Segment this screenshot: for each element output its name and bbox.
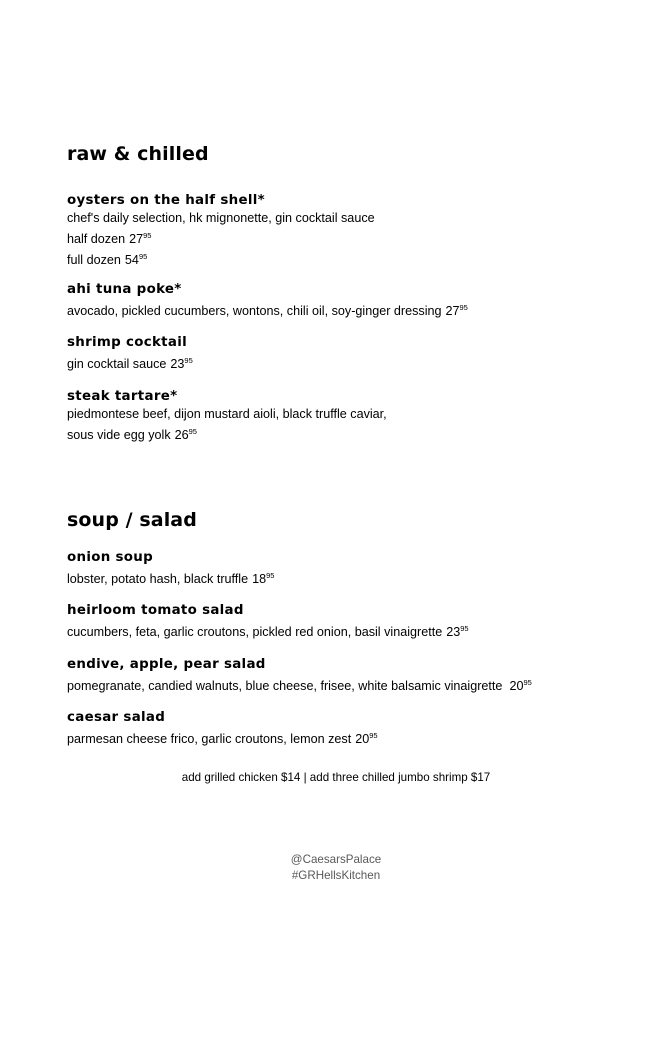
item-price	[446, 304, 468, 318]
price-main: 27	[445, 304, 460, 318]
item-description-line	[67, 727, 647, 748]
price-main: 54	[124, 253, 139, 267]
price-main: 26	[174, 428, 189, 442]
price-cents: 95	[460, 624, 469, 633]
price-cents: 95	[369, 731, 378, 740]
item-description-line	[67, 423, 647, 444]
addons-note: add grilled chicken $14 | add three chilled jumbo shrimp $17	[181, 771, 491, 784]
item-description: piedmontese beef, dijon mustard aioli, black truffle caviar,	[67, 407, 387, 421]
item-price	[509, 679, 531, 693]
menu-item-endive-apple-pear-salad	[67, 656, 647, 695]
price-cents: 95	[138, 252, 148, 261]
item-description-line	[67, 674, 647, 695]
item-name: oysters on the half shell*	[67, 193, 265, 208]
option-label: half dozen	[67, 232, 126, 246]
price-main: 23	[170, 357, 185, 371]
social-handle: @CaesarsPalace	[290, 853, 382, 866]
item-price	[252, 572, 274, 586]
item-description: gin cocktail sauce	[67, 357, 167, 371]
item-option-half-dozen	[67, 227, 647, 248]
social-hashtag: #GRHellsKitchen	[291, 869, 381, 882]
menu-item-caesar-salad	[67, 709, 647, 748]
menu-item-steak-tartare	[67, 388, 647, 444]
item-description-line	[67, 567, 647, 588]
item-name: heirloom tomato salad	[67, 603, 244, 618]
item-description: parmesan cheese frico, garlic croutons, lemon zest	[67, 732, 352, 746]
item-price	[170, 357, 192, 371]
price-cents: 95	[184, 356, 193, 365]
price-main: 20	[509, 679, 524, 693]
price-cents: 95	[188, 427, 197, 436]
item-name: ahi tuna poke*	[67, 282, 182, 297]
menu-item-heirloom-tomato-salad	[67, 602, 647, 641]
item-description-line	[67, 620, 647, 641]
item-name: steak tartare*	[67, 389, 178, 404]
section-title-soup-salad: soup / salad	[67, 509, 197, 531]
item-description: cucumbers, feta, garlic croutons, pickled red onion, basil vinaigrette	[67, 625, 443, 639]
price-cents: 95	[266, 571, 275, 580]
social-block	[0, 852, 672, 884]
item-description: sous vide egg yolk	[67, 428, 171, 442]
item-option-full-dozen	[67, 248, 647, 269]
item-price	[446, 625, 468, 639]
menu-item-shrimp-cocktail	[67, 334, 647, 373]
item-description: avocado, pickled cucumbers, wontons, chili oil, soy-ginger dressing	[67, 304, 442, 318]
item-price	[355, 732, 377, 746]
price-main: 23	[446, 625, 461, 639]
item-description: lobster, potato hash, black truffle	[67, 572, 249, 586]
price-main: 18	[252, 572, 267, 586]
menu-item-onion-soup	[67, 549, 647, 588]
price-cents: 95	[143, 231, 152, 240]
item-price	[125, 253, 147, 267]
item-name: endive, apple, pear salad	[67, 657, 266, 672]
price-cents: 95	[459, 303, 468, 312]
item-price	[129, 232, 151, 246]
item-description-line	[67, 352, 647, 373]
item-description: pomegranate, candied walnuts, blue cheese, frisee, white balsamic vinaigrette	[67, 679, 503, 693]
item-price	[175, 428, 197, 442]
option-label: full dozen	[67, 253, 121, 267]
item-description: chef's daily selection, hk mignonette, gin cocktail sauce	[67, 211, 375, 225]
price-main: 27	[129, 232, 144, 246]
menu-item-ahi-tuna-poke	[67, 281, 647, 320]
price-main: 20	[355, 732, 370, 746]
section-title-raw-chilled: raw & chilled	[67, 143, 209, 165]
item-name: caesar salad	[67, 710, 166, 725]
price-cents: 95	[523, 678, 532, 687]
menu-item-oysters	[67, 192, 647, 269]
item-name: shrimp cocktail	[67, 335, 187, 350]
item-name: onion soup	[67, 550, 154, 565]
item-description-line	[67, 299, 647, 320]
